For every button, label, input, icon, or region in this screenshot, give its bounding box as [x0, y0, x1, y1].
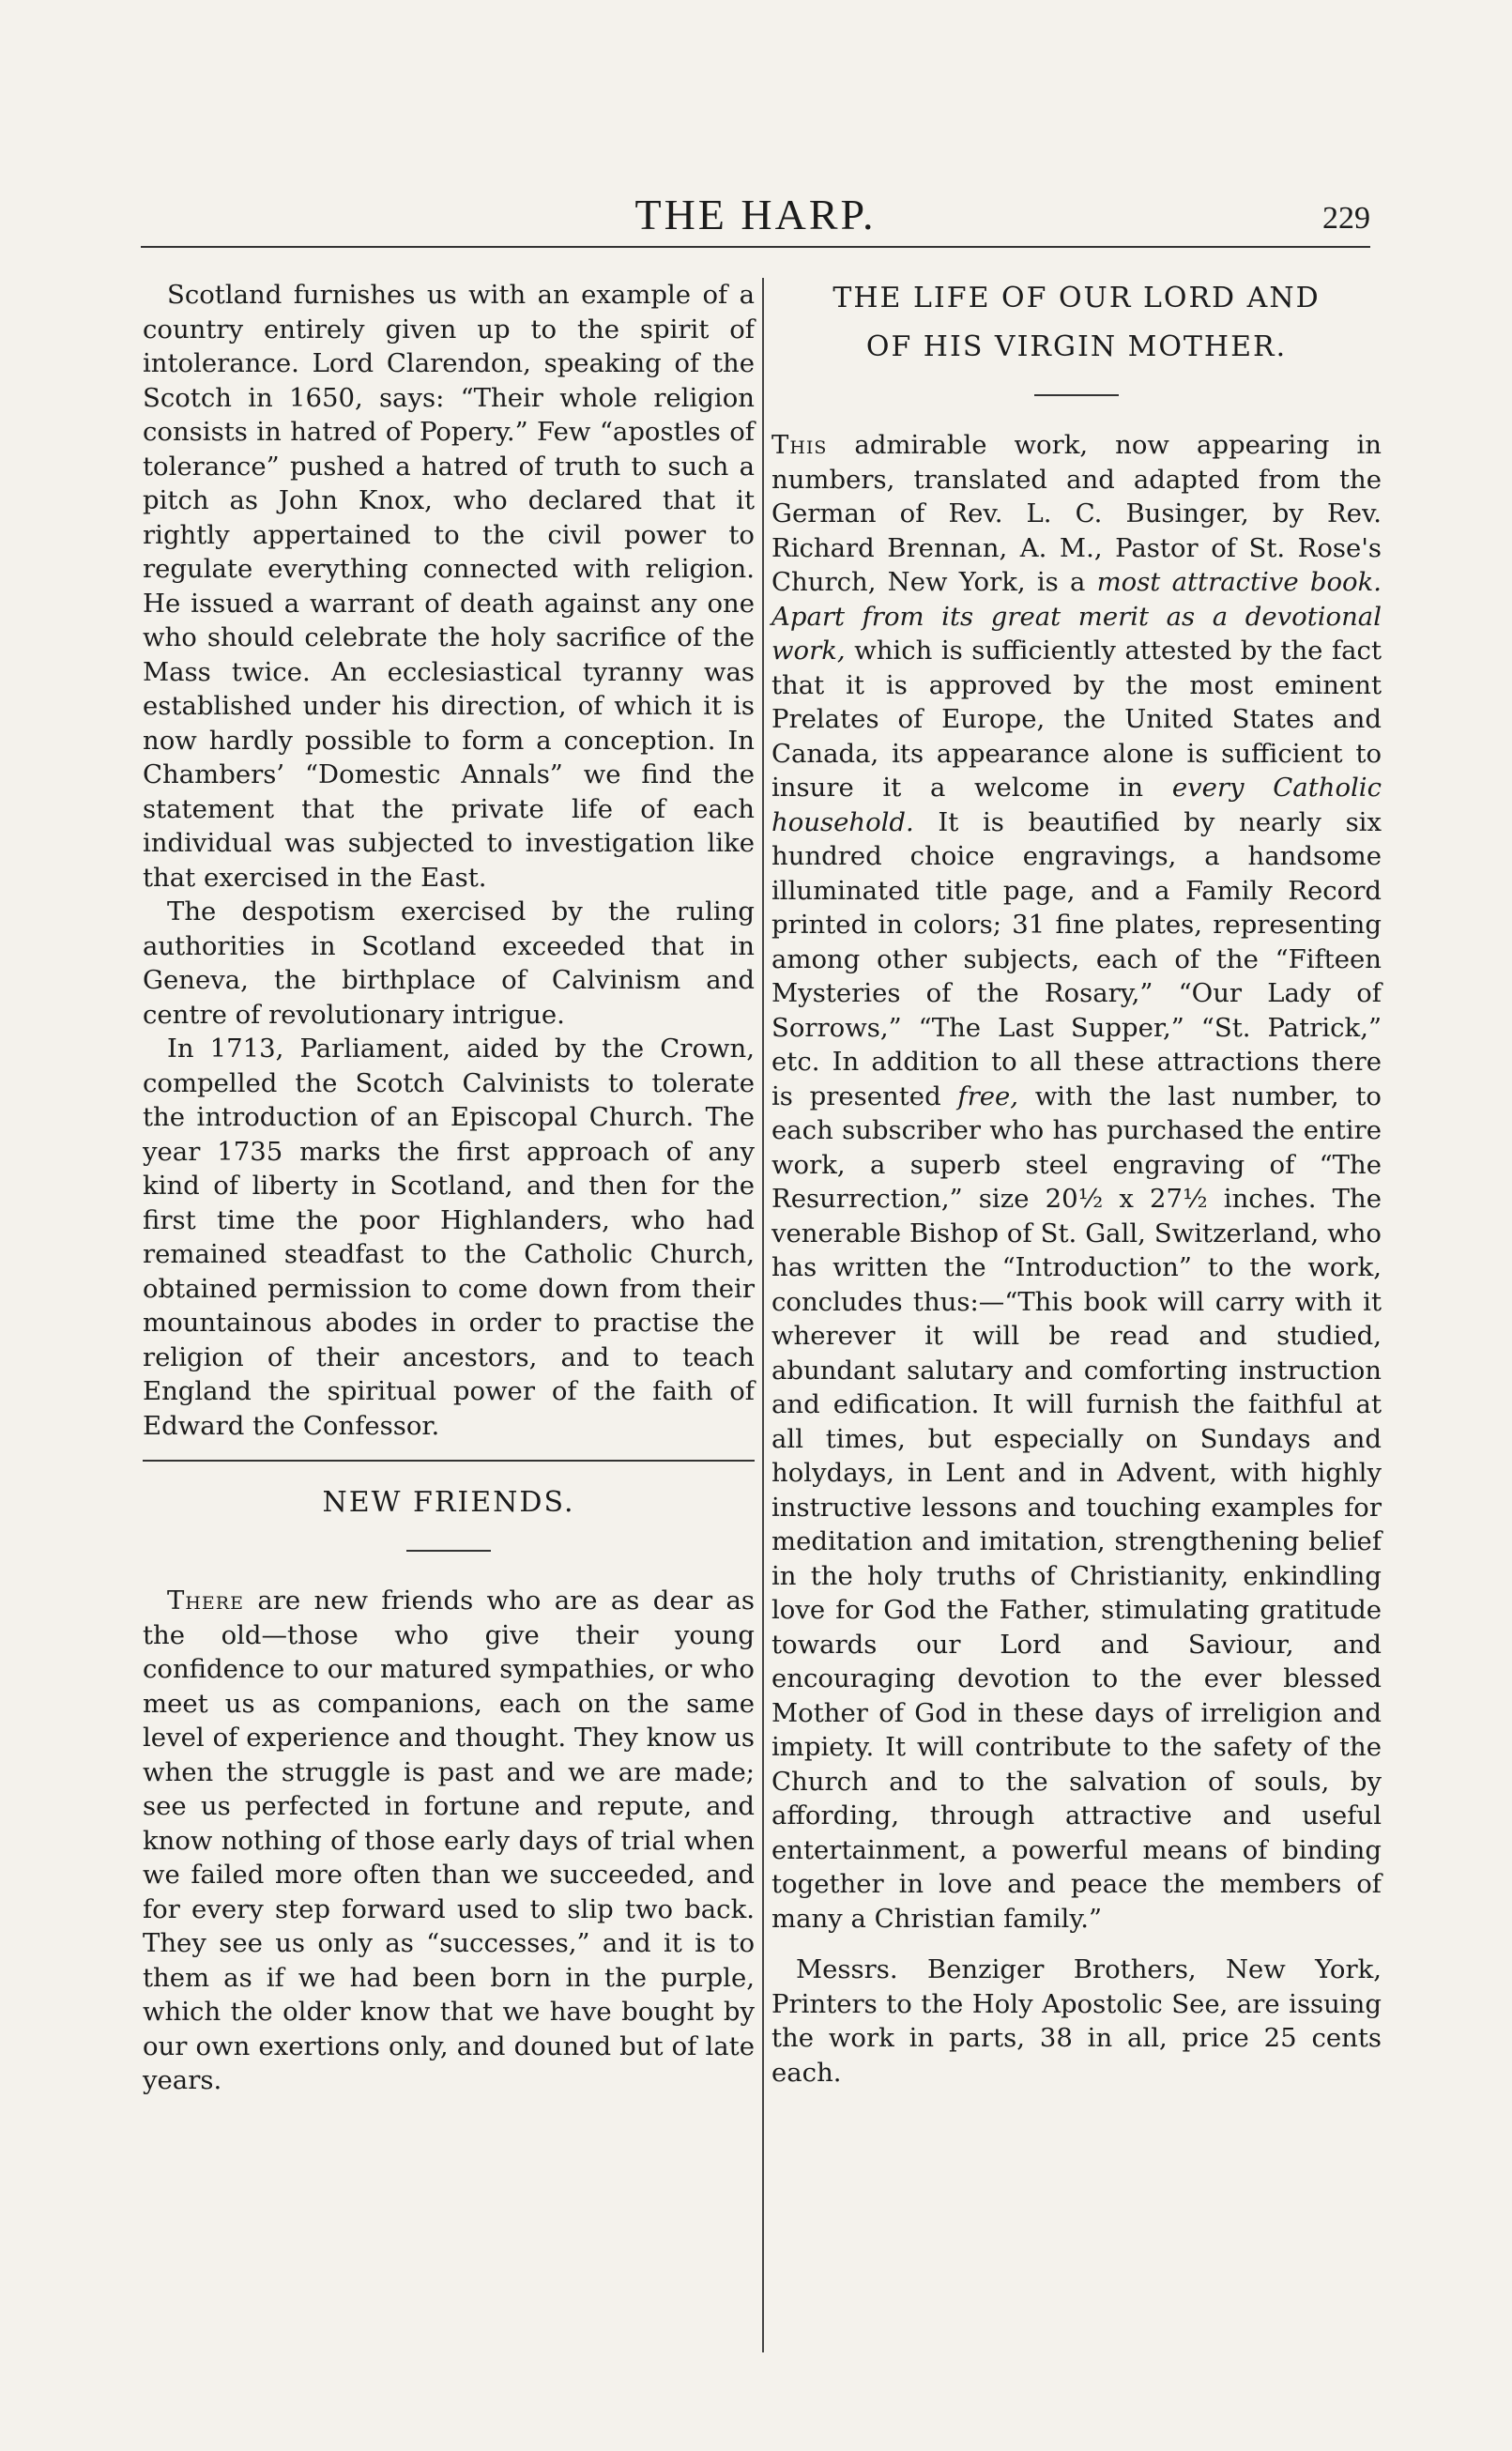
paragraph-text: are new friends who are as dear as the old—those who give their young confidence to our matured sympathies, or who meet us as companions, each on the same level of experience and thought. They know us when the struggle is past and we are made; see us perfected in fortune and repute, and know nothing of those early days of trial when we failed more often than we succeeded, and for every step forward used to slip two back. They see us only as “successes,” and it is to them as if we had been born in the purple, which the older know that we have bought by our own exertions only, and douned but of late years.: [143, 1585, 755, 2095]
italic-text: most attractive book.: [1096, 567, 1382, 597]
page-number: 229: [1322, 201, 1370, 236]
drop-lead-word: There: [167, 1585, 244, 1616]
paragraph-text: which is sufficiently attested by the fact that it is approved by the most eminent Prelates of Europe, the United States and Canada, its appearance alone is sufficient to insure it a welcome in: [771, 636, 1382, 803]
article-title-line-1: THE LIFE OF OUR LORD AND: [832, 282, 1321, 314]
italic-text: every Catholic household.: [771, 773, 1382, 837]
paragraph-gap: [771, 1936, 1382, 1953]
paragraph-text: admirable work, now appearing in numbers, translated and adapted from the German of Rev. L. C. Businger, by Rev. Richard Brennan, A. M., Pastor of St. Rose's Church, New York, is a: [771, 430, 1382, 597]
left-column: [143, 278, 755, 2098]
section-rule: [143, 1460, 755, 1462]
italic-text: Apart from its great merit as a devotional work,: [771, 601, 1382, 666]
italic-text: free,: [957, 1080, 1019, 1111]
short-rule: [406, 1550, 491, 1552]
article-paragraph: [771, 428, 1382, 1936]
article-title-line-2: OF HIS VIRGIN MOTHER.: [865, 330, 1288, 363]
drop-lead-word: This: [771, 430, 828, 460]
publication-title: THE HARP.: [634, 191, 877, 238]
publisher-paragraph: Messrs. Benziger Brothers, New York, Printers to the Holy Apostolic See, are issuing the work in parts, 38 in all, price 25 cents each.: [771, 1954, 1382, 2088]
article-paragraph: The despotism exercised by the ruling authorities in Scotland exceeded that in Geneva, the birthplace of Calvinism and centre of revolutionary intrigue.: [143, 896, 755, 1030]
paragraph-text: It is beautified by nearly six hundred choice engravings, a handsome illuminated title page, and a Family Record printed in colors; 31 fine plates, representing among other subjects, each of the “Fifteen Mysteries of the Rosary,” “Our Lady of Sorrows,” “The Last Supper,” “St. Patrick,” etc. In addition to all these attractions there is presented: [771, 806, 1382, 1111]
short-rule: [1034, 394, 1119, 396]
article-paragraph: In 1713, Parliament, aided by the Crown, compelled the Scotch Calvinists to tolerate the introduction of an Episcopal Church. The year 1735 marks the first approach of any kind of liberty in Scotland, and then for the first time the poor Highlanders, who had remained steadfast to the Catholic Church, obtained permission to come down from their mountainous abodes in order to practise the religion of their ancestors, and to teach England the spiritual power of the faith of Edward the Confessor.: [143, 1034, 755, 1441]
header-rule: [141, 246, 1370, 248]
page-header: [141, 188, 1370, 244]
column-divider: [762, 278, 764, 2352]
right-column: [771, 278, 1382, 2090]
paragraph-text: with the last number, to each subscriber who has purchased the entire work, a superb steel engraving of “The Resurrection,” size 20½ x 27½ inches. The venerable Bishop of St. Gall, Switzerland, who has written the “Introduction” to the work, concludes thus:—“This book will carry with it wherever it will be read and studied, abundant salutary and comforting instruction and edification. It will furnish the faithful at all times, but especially on Sundays and holydays, in Lent and in Advent, with highly instructive lessons and touching examples for meditation and imitation, strengthening belief in the holy truths of Christianity, enkindling love for God the Father, stimulating gratitude towards our Lord and Saviour, and encouraging devotion to the ever blessed Mother of God in these days of irreligion and impiety. It will contribute to the safety of the Church and to the salvation of souls, by affording, through attractive and useful entertainment, a powerful means of binding together in love and peace the members of many a Christian family.”: [771, 1080, 1382, 1934]
article-paragraph: Scotland furnishes us with an example of a country entirely given up to the spirit of intolerance. Lord Clarendon, speaking of the Scotch in 1650, says: “Their whole religion consists in hatred of Popery.” Few “apostles of tolerance” pushed a hatred of truth to such a pitch as John Knox, who declared that it rightly appertained to the civil power to regulate everything connected with religion. He issued a warrant of death against any one who should celebrate the holy sacrifice of the Mass twice. An ecclesiastical tyranny was established under his direction, of which it is now hardly possible to form a conception. In Chambers’ “Domestic Annals” we find the statement that the private life of each individual was subjected to investigation like that exercised in the East.: [143, 280, 755, 893]
section-title: NEW FRIENDS.: [322, 1486, 575, 1519]
new-friends-paragraph: [143, 1584, 755, 2098]
